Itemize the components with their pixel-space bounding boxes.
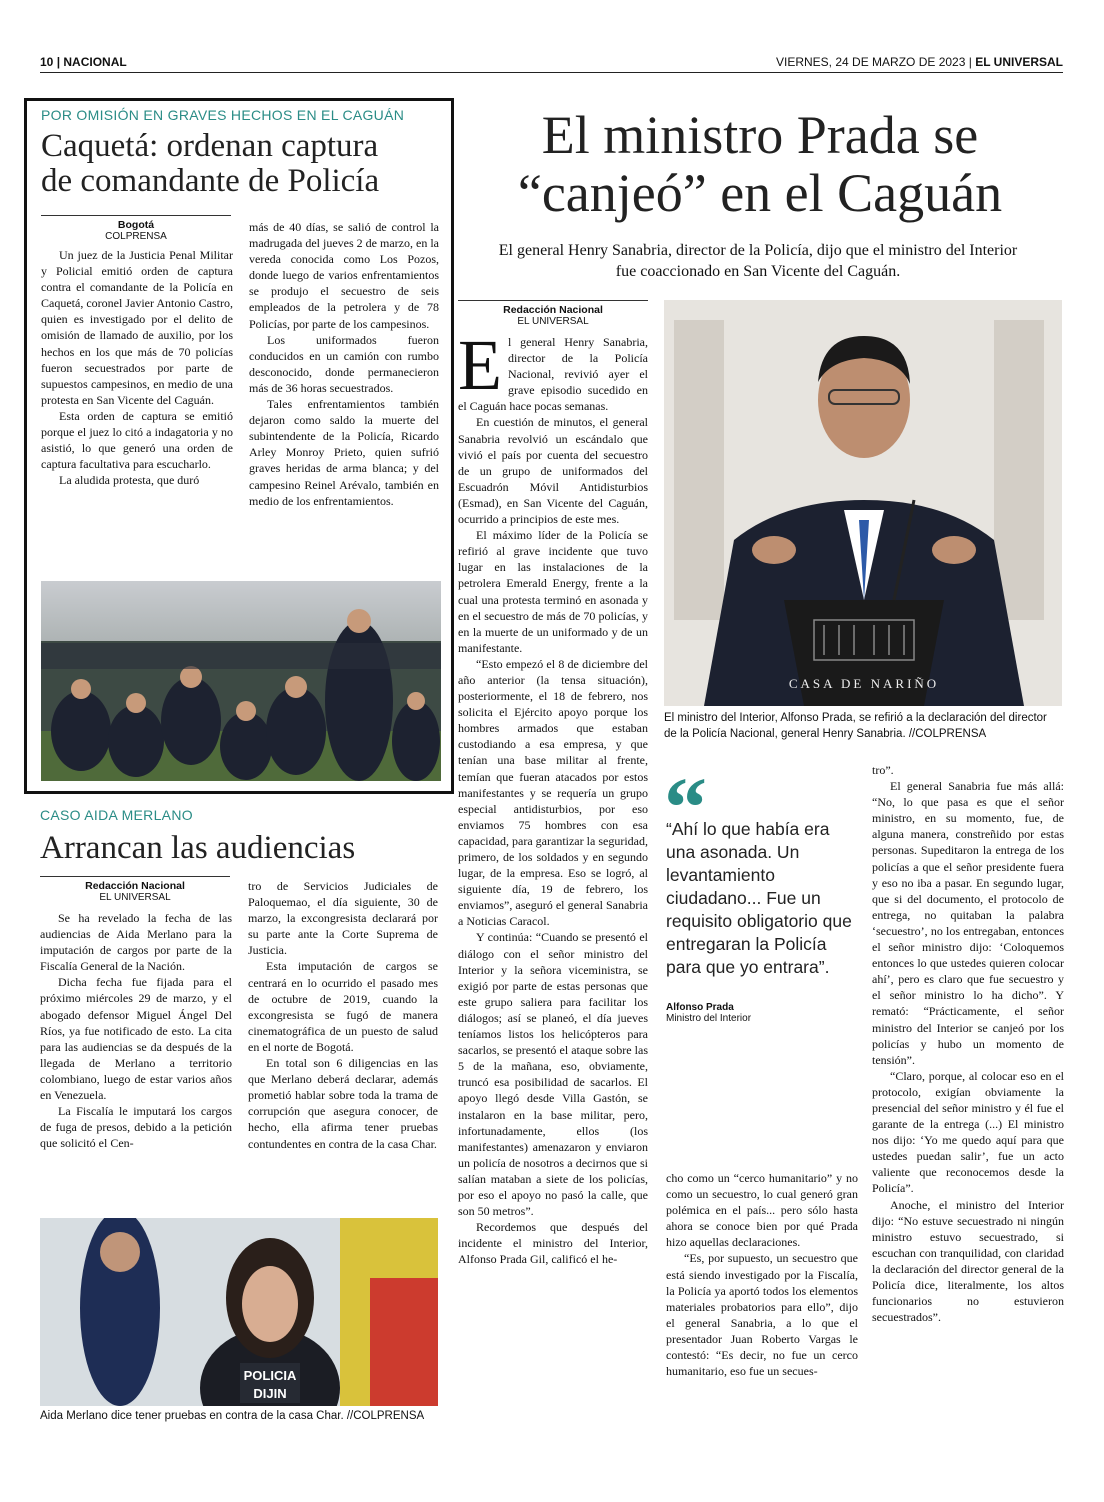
issue-date: VIERNES, 24 DE MARZO DE 2023: [776, 55, 966, 69]
story2-kicker: CASO AIDA MERLANO: [40, 807, 193, 823]
main-headline: [460, 106, 1060, 222]
story2-byline-paper: EL UNIVERSAL: [99, 892, 171, 903]
main-headline-line2: “canjeó” en el Caguán: [517, 163, 1003, 223]
pull-quote-attribution: [666, 1002, 751, 1024]
photo-detained-police: [41, 581, 441, 781]
main-caption: El ministro del Interior, Alfonso Prada, se refirió a la declaración del director de la Policía Nacional, general Henry Sanabria. //COLPRENSA: [664, 712, 1047, 740]
story2-byline-name: Redacción Nacional: [85, 880, 185, 892]
page-number-section: 10 | NACIONAL: [40, 55, 127, 69]
pull-quote-name: Alfonso Prada: [666, 1002, 734, 1013]
paper-name: EL UNIVERSAL: [975, 55, 1063, 69]
page-number: 10: [40, 55, 54, 69]
story2-byline: [40, 876, 230, 903]
story1-headline: [41, 129, 379, 199]
photo-aida-merlano: [40, 1218, 438, 1406]
main-col3: tro”. El general Sanabria fue más allá: “No, lo que pasa es que el señor ministro, en su momento, fue, de alguna manera, constreñido por estas personas. Supeditaron la entrega de los policías a que el señor presidente fuera y eso no iba a pasar. En segundo lugar, que si del documento, el protocolo de entrega, no quitaban la palabra ‘secuestro’, no los entregaban, entonces el señor ministro dijo: ‘Coloquemos entonces lo que ustedes quieren colocar ahí’, pero es claro que fue secuestro y el señor ministro lo ha dicho”. Y remató: “Prácticamente, el señor ministro del Interior se canjeó por los policías y hubo un momento de tensión”. “Claro, porque, al colocar eso en el protocolo, exigían obviamente la presencial del señor ministro y él fue el garante de la entrega (...) El ministro nos dijo: ‘Yo me quedo aquí para que ustedes puedan salir’, fue un acto valiente que reconocemos desde la Policía”. Anoche, el ministro del Interior dijo: “No estuve secuestrado ni ningún ministro estuvo secuestrado, si escuchan con tranquilidad, con claridad la declaración del director general de la Policía dice, literalmente, los altos funcionarios no estuvieron secuestrados”.: [872, 763, 1064, 1325]
story2-headline: Arrancan las audiencias: [40, 830, 356, 866]
quote-mark-icon: “: [664, 759, 707, 855]
story1-col2: más de 40 días, se salió de control la madrugada del jueves 2 de marzo, en la vereda conocida como Los Pozos, donde luego de varios enfrentamientos se produjo el secuestro de seis empleados de la petrolera y de 78 Policías, por parte de los campesinos. Los uniformados fueron conducidos en un camión con rumbo desconocido, donde permanecieron más de 36 horas secuestrados. Tales enfrentamientos también dejaron como saldo la muerte del subintendente de la Policía, Ricardo Arley Monroy Prieto, quien sufrió graves heridas de arma blanca; y del campesino Reinel Arévalo, también en medio de los enfrentamientos.: [249, 220, 439, 508]
pull-quote-role: Ministro del Interior: [666, 1013, 752, 1024]
story-caqueta-box: [24, 98, 454, 794]
main-byline-name: Redacción Nacional: [503, 304, 603, 316]
story1-col1: Un juez de la Justicia Penal Militar y Policial emitió orden de captura contra el comandante de la Policía en Caquetá, coronel Javier Antonio Castro, quien es investigado por el delito de omisión de llamado de auxilio, por los hechos en los que más de 70 policías fueron secuestrados por parte de supuestos campesinos, en medio de una protesta en San Vicente del Caguán. Esta orden de captura se emitió porque el juez lo citó a indagatoria y no asistió, lo que generó una orden de captura facultativa para escucharlo. La aludida protesta, que duró: [41, 248, 233, 488]
main-col1: El general Henry Sanabria, director de la Policía Nacional, revivió ayer el grave episodio sucedido en el Caguán hace pocas semanas. En cuestión de minutos, el general Sanabria revolvió un escándalo que vivió el país por cuenta del secuestro de un grupo de uniformados del Escuadrón Móvil Antidisturbios (Esmad), en San Vicente del Caguán, ocurrido a principios de este mes. El máximo líder de la Policía se refirió al grave incidente que tuvo lugar en las instalaciones de la petrolera Emerald Energy, frente a la cual una protesta terminó en asonada y en el secuestro de más de 70 policías, y en la muerte de un uniformado y de un manifestante. “Esto empezó el 8 de diciembre del año anterior (la tensa situación), posteriormente, el 18 de febrero, nos solicita el Ejército apoyo porque los hombres armados que estaban custodiando a esa empresa, y que tenían una base militar al frente, temían que fueran atacados por estos manifestantes y se requería un grupo especial antidisturbios, por eso enviamos 75 hombres con esa capacidad, para garantizar la seguridad, primero, de los soldados y en segundo lugar, de la empresa. Eso se logró, al siguiente día, 19 de febrero, los enviamos”, aseguró el general Sanabria a Noticias Caracol. Y continúa: “Cuando se presentó el diálogo con el señor ministro del Interior y la señora viceministra, se exigió por parte de estas personas que este grupo saliera para facilitar los diálogos; así se planeó, el día jueves teníamos listos los helicópteros para sacarlos, se presentó el ataque sobre las 5 de la mañana, eso, obviamente, truncó esa posibilidad de sacarlos. El apoyo llegó desde Villa Gastón, se instalaron en la base militar, pero, infortunadamente, ellos (los manifestantes) amenazaron y enviaron un policía de nosotros a decirnos que si salían mataban a siete de los policías, por eso el apoyo no pasó la calle, que son 50 metros”. Recordemos que después del incidente el ministro del Interior, Alfonso Prada Gil, calificó el he-: [458, 325, 648, 1267]
story2-col1: Se ha revelado la fecha de las audiencias de Aida Merlano para la imputación de cargos por parte de la Fiscalía General de la Nación. Dicha fecha fue fijada para el próximo miércoles 29 de marzo, y el abogado defensor Miguel Ángel Del Ríos, ya fue notificado de esto. La cita para las audiencias se da después de la llegada de Merlano a territorio colombiano, luego de estar varios años en Venezuela. La Fiscalía le imputará los cargos de fuga de presos, debido a la petición que solicitó el Cen-: [40, 911, 232, 1151]
story1-byline-agency: COLPRENSA: [105, 231, 167, 242]
story1-headline-line2: de comandante de Policía: [41, 163, 380, 199]
main-dropcap: E: [458, 325, 502, 405]
story1-headline-line1: Caquetá: ordenan captura: [41, 128, 379, 164]
main-col2: cho como un “cerco humanitario” y no como un secuestro, lo cual generó gran polémica en el país... pero sólo hasta ahora se conoce bien por qué Prada hizo aquellas declaraciones. “Es, por supuesto, un secuestro que está siendo investigado por la Fiscalía, la Policía ya aportó todos los elementos materiales probatorios para ello”, dijo el general Sanabria, a lo que el presentador Juan Roberto Vargas le contestó: “Es decir, no fue un cerco humanitario, eso fue un secues-: [666, 1171, 858, 1379]
story1-byline-place: Bogotá: [117, 219, 155, 231]
issue-date-paper: VIERNES, 24 DE MARZO DE 2023 | EL UNIVERSAL: [776, 55, 1063, 69]
story1-byline: [41, 215, 231, 242]
page-header: [40, 52, 1063, 73]
photo-sign-casa-narino: CASA DE NARIÑO: [788, 676, 940, 691]
pull-quote: “Ahí lo que había era una asonada. Un levantamiento ciudadano... Fue un requisito obligatorio que entregaran la Policía para que yo entrara”.: [666, 819, 852, 977]
story2-caption: Aida Merlano dice tener pruebas en contra de la casa Char. //COLPRENSA: [40, 1410, 425, 1422]
main-byline: [458, 300, 648, 327]
main-headline-line1: El ministro Prada se: [541, 105, 979, 165]
story2-col2: tro de Servicios Judiciales de Paloquemao, el día siguiente, 30 de marzo, la excongresista declarará por su parte ante la Corte Suprema de Justicia. Esta imputación de cargos se centrará en lo ocurrido el pasado mes de octubre de 2019, cuando la excongresista se fugó de manera cinematográfica de un puesto de salud en el norte de Bogotá. En total son 6 diligencias en las que Merlano deberá declarar, además prometió hablar sobre toda la trama de corrupción que asegura conocer, de hecho, ella afirma tener pruebas contundentes en contra de la casa Char.: [248, 879, 438, 1151]
photo-badge-policia: POLICIA: [243, 1368, 297, 1383]
story1-kicker: POR OMISIÓN EN GRAVES HECHOS EN EL CAGUÁN: [41, 107, 405, 123]
main-byline-paper: EL UNIVERSAL: [517, 316, 589, 327]
photo-badge-dijin: DIJIN: [253, 1386, 287, 1401]
section-name: NACIONAL: [63, 55, 127, 69]
main-deck: El general Henry Sanabria, director de la Policía, dijo que el ministro del Interior fue coaccionado en San Vicente del Caguán.: [498, 242, 1018, 280]
photo-minister-prada: [664, 300, 1062, 706]
